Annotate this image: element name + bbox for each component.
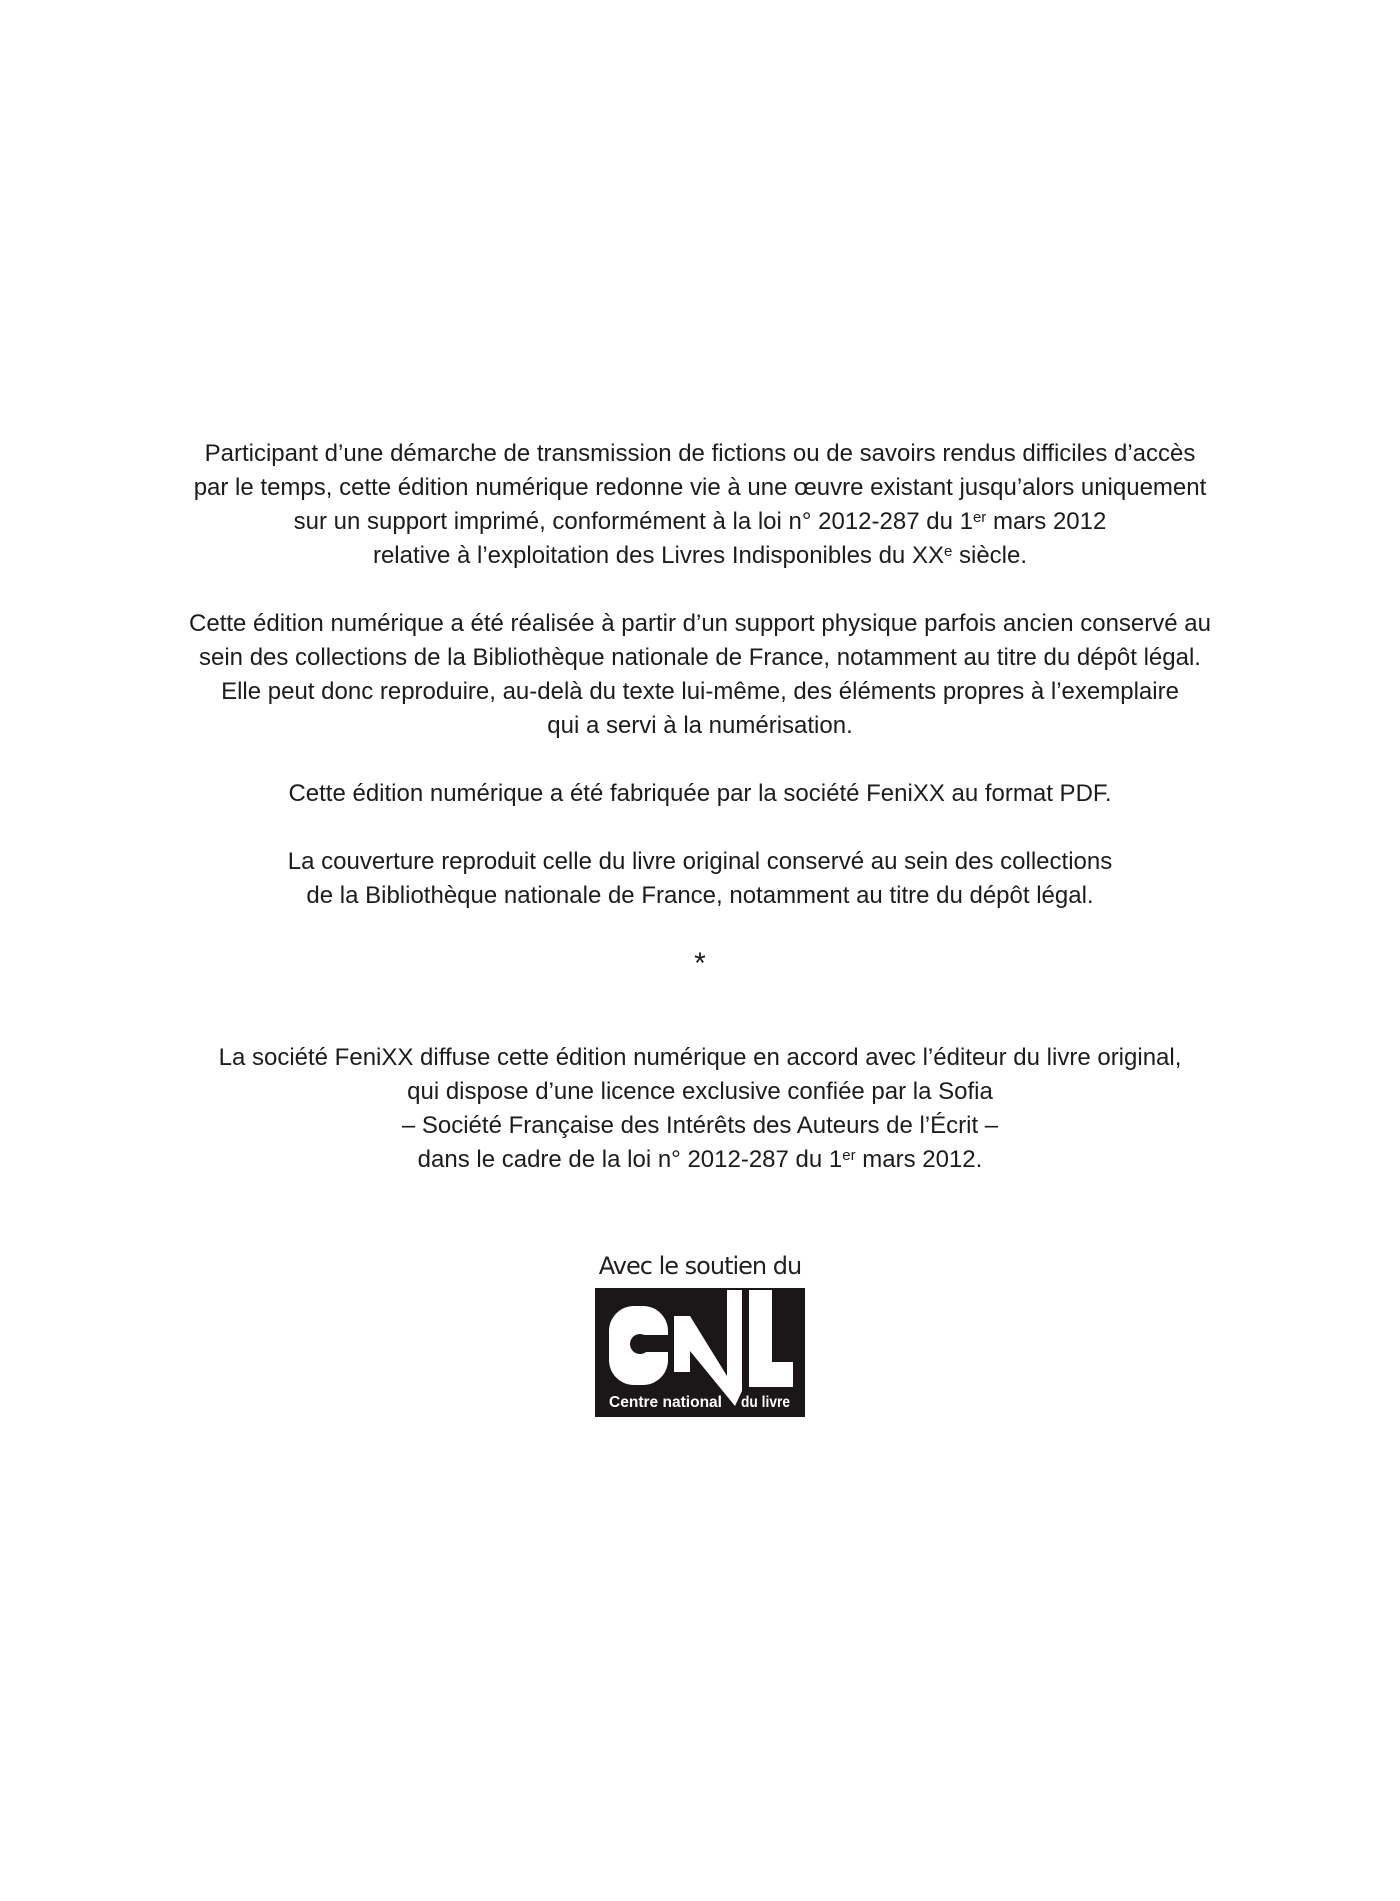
- logo-support-text: Avec le soutien du: [598, 1252, 802, 1280]
- cnl-logo-icon: [595, 1288, 805, 1417]
- separator-asterisk: *: [694, 947, 706, 980]
- superscript: er: [842, 1147, 856, 1164]
- text-line: Cette édition numérique a été réalisée à partir d’un support physique parfois ancien conservé au: [189, 610, 1211, 637]
- paragraph-source: [0, 607, 1400, 743]
- paragraph-cover: [0, 845, 1400, 913]
- text-line: La société FeniXX diffuse cette édition numérique en accord avec l’éditeur du livre original,: [218, 1044, 1182, 1071]
- text-line: [0, 1143, 1400, 1177]
- text-line: Participant d’une démarche de transmission de fictions ou de savoirs rendus difficiles d’accès: [204, 440, 1196, 467]
- superscript: e: [943, 543, 953, 560]
- text-line: La couverture reproduit celle du livre original conservé au sein des collections: [287, 848, 1113, 875]
- text-segment: dans le cadre de la loi n° 2012-287 du 1: [417, 1146, 843, 1173]
- text-line: de la Bibliothèque nationale de France, notamment au titre du dépôt légal.: [306, 882, 1094, 909]
- text-line: [0, 539, 1400, 573]
- text-line: Cette édition numérique a été fabriquée par la société FeniXX au format PDF.: [288, 780, 1112, 807]
- paragraph-diffusion: [0, 1041, 1400, 1177]
- text-line: qui a servi à la numérisation.: [547, 712, 853, 739]
- text-line: par le temps, cette édition numérique redonne vie à une œuvre existant jusqu’alors uniquement: [193, 474, 1207, 501]
- text-segment: siècle.: [952, 542, 1028, 569]
- text-segment: relative à l’exploitation des Livres Indisponibles du XX: [372, 542, 944, 569]
- superscript: er: [972, 509, 987, 526]
- paragraph-fabrication: [0, 777, 1400, 811]
- cnl-caption-left: Centre national: [609, 1394, 722, 1411]
- text-segment: mars 2012: [986, 508, 1107, 535]
- text-segment: mars 2012.: [855, 1146, 983, 1173]
- cnl-caption-right: du livre: [741, 1394, 791, 1411]
- paragraph-intro: [0, 437, 1400, 573]
- text-line: qui dispose d’une licence exclusive confiée par la Sofia: [407, 1078, 993, 1105]
- cnl-logo: [0, 1288, 1400, 1417]
- text-line: – Société Française des Intérêts des Auteurs de l’Écrit –: [401, 1112, 999, 1139]
- text-line: Elle peut donc reproduire, au-delà du texte lui-même, des éléments propres à l’exemplaire: [221, 678, 1179, 705]
- text-segment: sur un support imprimé, conformément à la loi n° 2012-287 du 1: [293, 508, 973, 535]
- text-line: [0, 505, 1400, 539]
- text-line: sein des collections de la Bibliothèque nationale de France, notamment au titre du dépôt légal.: [199, 644, 1201, 671]
- cnl-letter-c-icon: [609, 1306, 668, 1385]
